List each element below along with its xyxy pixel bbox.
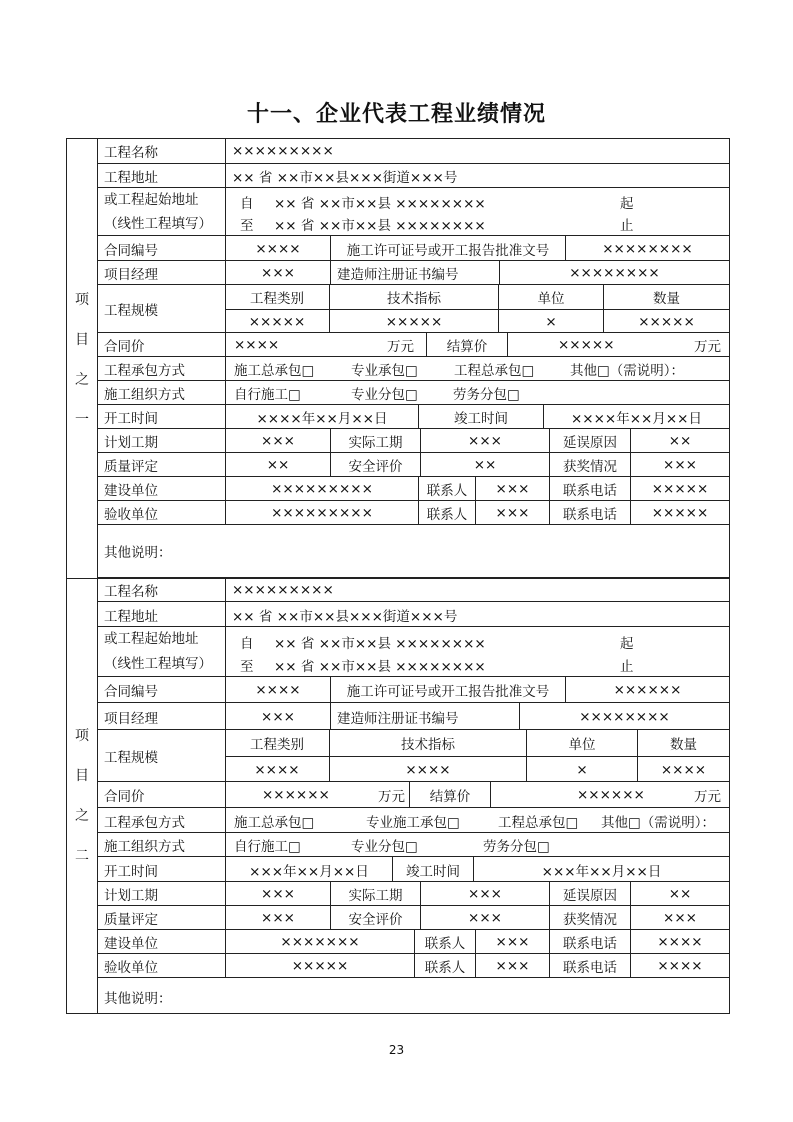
value-acceptance-contact[interactable]: ××× [475, 954, 549, 978]
label-price: 合同价 [104, 339, 145, 355]
value-builder-phone[interactable]: ×××× [630, 930, 729, 954]
option-labor[interactable]: 劳务分包□ [483, 839, 550, 855]
value-actual[interactable]: ××× [420, 882, 549, 906]
from-label: 自 [240, 196, 254, 212]
project-side-label [67, 577, 98, 1013]
value-contract-no[interactable]: ×××× [225, 236, 330, 261]
value-builder-phone[interactable]: ××××× [630, 477, 729, 501]
label-plan: 计划工期 [104, 888, 158, 904]
label-address: 工程地址 [104, 170, 158, 186]
row-contract-no [98, 235, 729, 261]
label-start-end-line1: 或工程起始地址 [104, 631, 199, 647]
value-address[interactable]: ×× 省 ××市××县×××街道×××号 [225, 164, 729, 188]
value-plan[interactable]: ××× [225, 429, 330, 453]
value-contract-no[interactable]: ×××× [225, 677, 330, 703]
start-mark: 起 [620, 196, 634, 212]
value-start-end[interactable] [225, 627, 729, 677]
label-start-end-line1: 或工程起始地址 [104, 192, 199, 208]
label-quality: 质量评定 [104, 912, 158, 928]
value-acceptance[interactable]: ××××× [225, 954, 414, 978]
side-char: 目 [75, 331, 89, 348]
value-acceptance-contact[interactable]: ××× [475, 501, 549, 525]
label-cert: 建造师注册证书编号 [330, 261, 505, 285]
side-char: 二 [75, 848, 89, 864]
label-cert: 建造师注册证书编号 [330, 703, 525, 730]
label-settle: 结算价 [409, 782, 490, 808]
label-acceptance: 验收单位 [104, 507, 158, 523]
to-label: 至 [240, 218, 254, 234]
label-tech: 技术指标 [329, 285, 498, 309]
value-safety[interactable]: ×× [420, 453, 549, 477]
row-time [98, 404, 729, 429]
label-acceptance: 验收单位 [104, 960, 158, 976]
label-start-end [98, 627, 230, 677]
label-tech: 技术指标 [329, 730, 526, 756]
contract-mode-options [225, 357, 729, 381]
row-time [98, 856, 729, 882]
label-manager: 项目经理 [104, 267, 158, 283]
value-settle[interactable] [490, 782, 729, 808]
scale-grid [225, 285, 729, 333]
from-address: ×× 省 ××市××县 ×××××××× [274, 636, 486, 652]
end-mark: 止 [620, 218, 634, 234]
row-org-mode [98, 832, 729, 857]
option-specialty-contract[interactable]: 专业施工承包□ [366, 814, 460, 831]
value-builder-contact[interactable]: ××× [475, 930, 549, 954]
value-quality[interactable]: ××× [225, 906, 330, 930]
value-price[interactable] [225, 333, 426, 357]
value-award[interactable]: ××× [630, 453, 729, 477]
price-value: ×××××× [262, 787, 330, 803]
org-mode-options [225, 381, 729, 405]
label-start-end [98, 188, 230, 236]
page-title: 十一、企业代表工程业绩情况 [246, 102, 546, 127]
value-delay[interactable]: ×× [630, 882, 729, 906]
label-finish-time: 竣工时间 [392, 857, 473, 882]
label-acceptance-contact: 联系人 [414, 954, 475, 978]
label-scale: 工程规模 [104, 303, 158, 319]
end-mark: 止 [620, 659, 634, 675]
label-start-end-line2: （线性工程填写） [104, 216, 212, 232]
label-contract-mode: 工程承包方式 [104, 814, 185, 831]
value-award[interactable]: ××× [630, 906, 729, 930]
label-manager: 项目经理 [104, 710, 158, 727]
label-builder: 建设单位 [104, 483, 158, 499]
label-delay: 延误原因 [549, 429, 630, 453]
settle-unit: 万元 [694, 789, 721, 805]
to-address: ×× 省 ××市××县 ×××××××× [274, 659, 486, 675]
value-manager[interactable]: ××× [225, 703, 330, 730]
row-project-name [98, 139, 729, 163]
row-address [98, 163, 729, 188]
row-org-mode [98, 380, 729, 405]
label-builder-phone: 联系电话 [549, 930, 630, 954]
value-unit[interactable]: × [526, 757, 637, 782]
option-self[interactable]: 自行施工□ [234, 839, 301, 855]
row-builder [98, 476, 729, 501]
start-mark: 起 [620, 636, 634, 652]
label-contract-no: 合同编号 [104, 242, 158, 259]
row-other[interactable] [98, 977, 729, 1013]
row-scale [98, 284, 729, 333]
value-qty[interactable]: ××××× [603, 310, 729, 333]
value-actual[interactable]: ××× [420, 429, 549, 453]
label-builder: 建设单位 [104, 936, 158, 952]
value-cert[interactable]: ×××××××× [519, 703, 729, 730]
contract-mode-options [225, 808, 729, 833]
label-plan: 计划工期 [104, 435, 158, 451]
option-general-contract[interactable]: 施工总承包□ [234, 814, 315, 831]
label-type: 工程类别 [250, 291, 304, 307]
label-type: 工程类别 [250, 737, 304, 753]
value-quality[interactable]: ×× [225, 453, 330, 477]
label-price: 合同价 [104, 789, 145, 805]
option-other-contract[interactable]: 其他□（需说明）： [570, 363, 685, 379]
value-cert[interactable]: ×××××××× [499, 261, 729, 285]
row-price [98, 332, 729, 357]
org-mode-options [225, 833, 729, 857]
value-finish-time[interactable]: ×××年××月××日 [473, 857, 729, 882]
label-qty: 数量 [603, 285, 729, 309]
value-builder-contact[interactable]: ××× [475, 477, 549, 501]
label-acceptance-phone: 联系电话 [549, 501, 630, 525]
value-acceptance[interactable]: ××××××××× [225, 501, 418, 525]
option-other-contract[interactable]: 其他□（需说明）： [601, 814, 716, 831]
label-start-time: 开工时间 [104, 863, 158, 880]
label-other: 其他说明： [104, 545, 172, 561]
option-specialty-contract[interactable]: 专业承包□ [351, 363, 418, 379]
side-char: 之 [75, 808, 89, 824]
option-general-contract[interactable]: 施工总承包□ [234, 363, 315, 379]
to-address: ×× 省 ××市××县 ×××××××× [274, 218, 486, 234]
label-qty: 数量 [637, 730, 729, 756]
option-epc-contract[interactable]: 工程总承包□ [498, 814, 579, 831]
row-price [98, 781, 729, 808]
row-start-end [98, 187, 729, 236]
price-value: ×××× [234, 337, 280, 353]
from-address: ×× 省 ××市××县 ×××××××× [274, 196, 486, 212]
option-epc-contract[interactable]: 工程总承包□ [454, 363, 535, 379]
value-type[interactable]: ××××× [248, 313, 306, 330]
label-builder-contact: 联系人 [414, 930, 475, 954]
label-permit: 施工许可证号或开工报告批准文号 [330, 236, 565, 261]
label-permit: 施工许可证号或开工报告批准文号 [330, 677, 565, 703]
label-contract-no: 合同编号 [104, 684, 158, 700]
value-start-time[interactable]: ×××年××月××日 [225, 857, 392, 882]
row-start-end [98, 626, 729, 677]
label-project-name: 工程名称 [104, 145, 158, 161]
label-address: 工程地址 [104, 608, 158, 625]
label-project-name: 工程名称 [104, 584, 158, 600]
label-award: 获奖情况 [549, 453, 630, 477]
side-char: 之 [75, 371, 89, 388]
label-other: 其他说明： [104, 991, 172, 1007]
label-actual: 实际工期 [330, 429, 420, 453]
label-org-mode: 施工组织方式 [104, 387, 185, 403]
settle-unit: 万元 [694, 339, 721, 355]
option-subcontract[interactable]: 专业分包□ [351, 387, 418, 403]
value-qty[interactable]: ×××× [637, 757, 729, 782]
side-char: 目 [75, 768, 89, 784]
label-quality: 质量评定 [104, 459, 158, 475]
label-award: 获奖情况 [549, 906, 630, 930]
row-scale [98, 729, 729, 782]
label-scale: 工程规模 [104, 750, 158, 766]
settle-value: ××××× [558, 337, 615, 353]
price-unit: 万元 [378, 789, 405, 805]
value-builder[interactable]: ××××××× [225, 930, 414, 954]
row-quality [98, 452, 729, 477]
row-builder [98, 929, 729, 954]
row-quality [98, 905, 729, 930]
row-address [98, 601, 729, 627]
value-tech[interactable]: ×××× [329, 757, 526, 782]
side-char: 项 [75, 291, 89, 308]
value-address[interactable]: ×× 省 ××市××县×××街道×××号 [225, 602, 729, 627]
value-type[interactable]: ×××× [254, 761, 300, 778]
row-contract-mode [98, 356, 729, 381]
label-settle: 结算价 [426, 333, 507, 357]
value-project-name[interactable]: ××××××××× [225, 139, 729, 163]
label-builder-phone: 联系电话 [549, 477, 630, 501]
label-org-mode: 施工组织方式 [104, 839, 185, 855]
label-start-time: 开工时间 [104, 411, 158, 427]
label-unit: 单位 [526, 730, 637, 756]
label-delay: 延误原因 [549, 882, 630, 906]
label-safety: 安全评价 [330, 453, 420, 477]
row-acceptance [98, 500, 729, 525]
value-tech[interactable]: ××××× [329, 310, 498, 333]
label-acceptance-phone: 联系电话 [549, 954, 630, 978]
price-unit: 万元 [387, 339, 414, 355]
value-permit[interactable]: ×××××××× [565, 236, 729, 261]
row-acceptance [98, 953, 729, 978]
row-schedule [98, 428, 729, 453]
row-contract-no [98, 676, 729, 703]
label-builder-contact: 联系人 [418, 477, 475, 501]
value-settle[interactable] [507, 333, 729, 357]
value-acceptance-phone[interactable]: ×××× [630, 954, 729, 978]
project-side-label [67, 139, 98, 578]
project-table [66, 138, 730, 579]
label-actual: 实际工期 [330, 882, 420, 906]
to-label: 至 [240, 659, 254, 675]
option-labor[interactable]: 劳务分包□ [453, 387, 520, 403]
row-other[interactable] [98, 524, 729, 578]
value-builder[interactable]: ××××××××× [225, 477, 418, 501]
row-schedule [98, 881, 729, 906]
settle-value: ×××××× [577, 787, 645, 803]
value-start-end[interactable] [225, 188, 729, 236]
value-safety[interactable]: ××× [420, 906, 549, 930]
row-manager [98, 702, 729, 730]
value-delay[interactable]: ×× [630, 429, 729, 453]
scale-grid [225, 730, 729, 782]
project-table [66, 577, 730, 1014]
option-subcontract[interactable]: 专业分包□ [351, 839, 418, 855]
value-plan[interactable]: ××× [225, 882, 330, 906]
row-contract-mode [98, 807, 729, 833]
label-unit: 单位 [498, 285, 603, 309]
option-self[interactable]: 自行施工□ [234, 387, 301, 403]
side-char: 一 [75, 411, 89, 428]
label-safety: 安全评价 [330, 906, 420, 930]
page-number: 23 [388, 1043, 405, 1057]
value-acceptance-phone[interactable]: ××××× [630, 501, 729, 525]
row-project-name [98, 577, 729, 602]
from-label: 自 [240, 636, 254, 652]
label-contract-mode: 工程承包方式 [104, 363, 185, 379]
row-manager [98, 260, 729, 285]
label-finish-time: 竣工时间 [418, 405, 543, 429]
value-unit[interactable]: × [498, 310, 603, 333]
label-acceptance-contact: 联系人 [418, 501, 475, 525]
label-start-end-line2: （线性工程填写） [104, 656, 212, 672]
value-project-name[interactable]: ××××××××× [225, 578, 729, 602]
value-permit[interactable]: ×××××× [565, 677, 729, 703]
value-finish-time[interactable]: ××××年××月××日 [543, 405, 729, 429]
value-manager[interactable]: ××× [225, 261, 330, 285]
value-price[interactable] [225, 782, 409, 808]
value-start-time[interactable]: ××××年××月××日 [225, 405, 418, 429]
side-char: 项 [75, 728, 89, 744]
